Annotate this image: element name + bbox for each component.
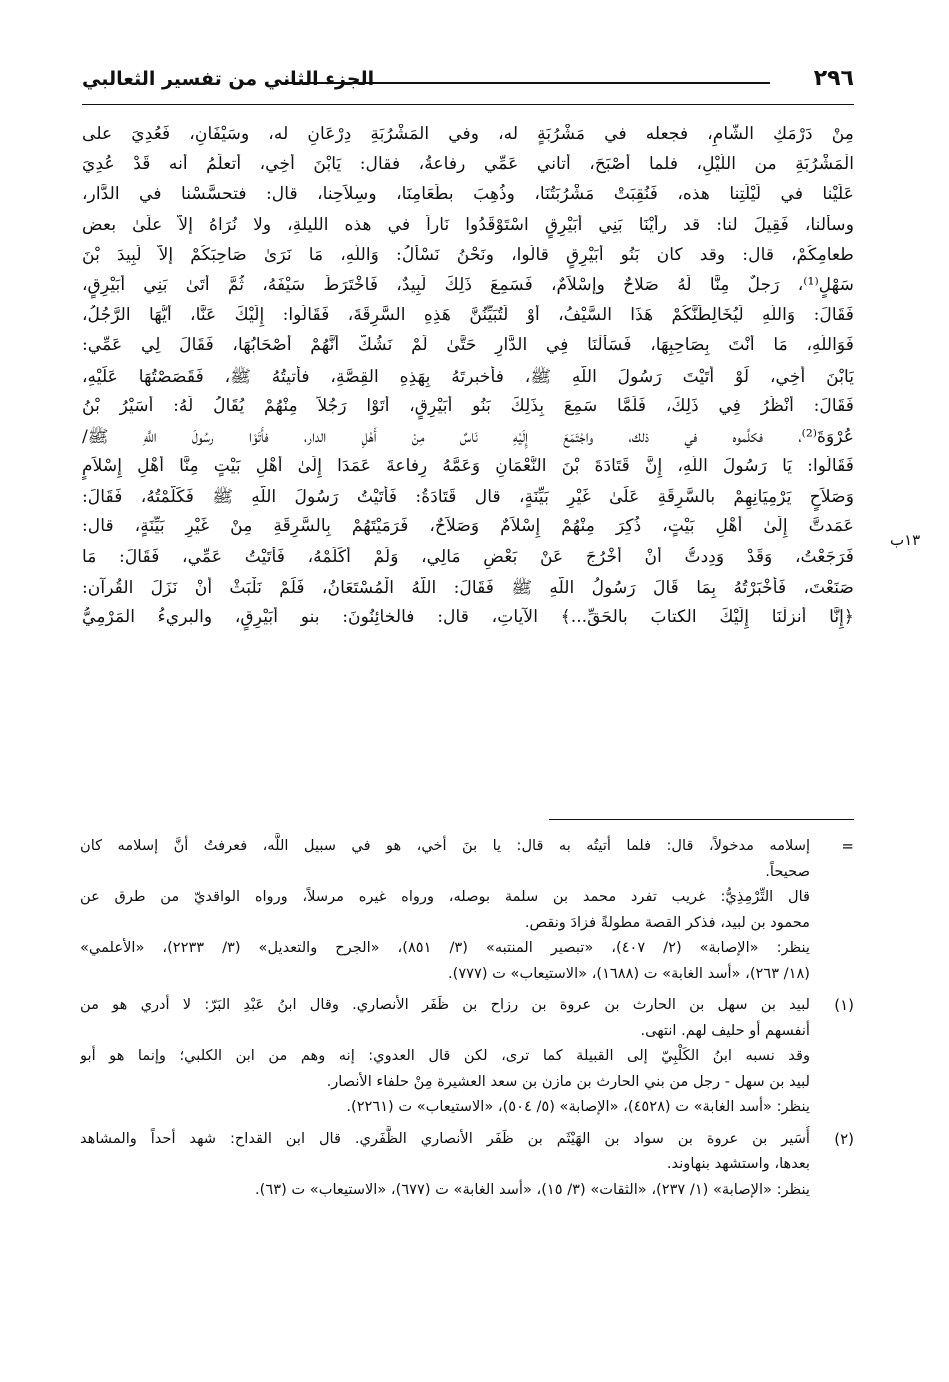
text-line: فَوَاللَّهِ، مَا أَنْتَ بِصَاحِبِهَا، فَسَأَلْنَا فِي الدَّارِ حَتَّىٰ لَمْ نَشُكَّ أَنَّهُمْ أَصْحَابُهَا، فَقَالَ لِي عَمِّي: xyxy=(82,335,854,356)
text-line: فَرَجَعْتُ، وَقَدْ وَدِدتُّ أَنْ أَخْرُجَ عَنْ بَعْضِ مَالِي، وَلَمْ أُكَلِّمْهُ، فَأَتَيْتُ عَمِّي، فَقَالَ: مَا xyxy=(82,546,854,567)
footnote-mark: (١) xyxy=(834,996,854,1014)
text-line: فَقَالُوا: يَا رَسُولَ اللَّهِ، إِنَّ قَتَادَةَ بْنَ النُّعْمَانِ وَعَمَّهُ رِفاعةَ عَمَدَا إِلَىٰ أَهْلِ بَيْتٍ مِنَّا أَهْلِ إِسْلاَمٍ xyxy=(82,456,854,477)
footnote-continued xyxy=(80,833,854,986)
text-line: فَقَالَ: أَنْظُرُ فِي ذَلِكَ، فَلَمَّا سَمِعَ بِذَلِكَ بَنُو أُبَيْرِقٍ، أَتَوْا رَجُلاً مِنْهُمْ يُقَالُ لَهُ: أَسَيْرُ بْنُ xyxy=(82,395,854,416)
running-header xyxy=(82,66,854,100)
text-line: عَلَيْنا في لَيْلَتِنا هذه، فَنُقِبَتْ مَشْرُبَتُنَا، وذُهِبَ بطَعَامِنَا، وسِلاَحِنا، قال: فتحسَّسْنا في الدَّار، xyxy=(82,184,854,205)
header-divider xyxy=(82,104,854,105)
footnote-line: أُسَير بن عروة بن سواد بن الهَيْثَم بن ظَفَر الأنصاري الظَّفَري. قال ابن القداح: شهد أحداً والمشاهد xyxy=(80,1129,810,1147)
footnote-line: ينظر: «أسد الغابة» ت (٤٥٢٨)، «الإصابة» (٥/ ٥٠٤)، «الاستيعاب» ت (٢٢٦١). xyxy=(346,1098,810,1115)
text-line: سَهْلٍ⁽¹⁾، رَجلٌ مِنَّا لَهُ صَلاحٌ وإسْلاَمٌ، فَسَمِعَ ذَلِكَ لَبِيدٌ، فَاخْتَرَطَ سَيْفَهُ، ثُمَّ أَتَىٰ بَنِي أُبَيْرِقٍ، xyxy=(82,274,854,295)
footnote-line: وقد نسبه ابنُ الكَلْبِيّ إلى القبيلة كما ترى، لكن قال العدوي: إنه وهم من ابن الكلبي؛ وإنما هو أبو xyxy=(80,1047,810,1064)
text-line: عُرْوَةَ⁽²⁾، فكلَّموه في ذلك، واجْتَمَعَ إِلَيْهِ نَاسٌ مِنْ أَهْلِ الدار، فأَتَوْا رسُولَ اللَّهِ ﷺ/ xyxy=(82,426,854,447)
manuscript-margin-note: ١٣ب xyxy=(890,531,921,549)
text-line: صَنَعْتَ، فَأَخْبَرْتُهُ بِمَا قَالَ رَسُولُ اللَّهِ ﷺ فَقَالَ: اللَّهُ الْمُسْتَعَانُ، فَلَمْ نَلْبَثْ أَنْ نَزَلَ القُرآن: xyxy=(82,577,854,598)
text-line: وسألنا، فَقِيلَ لنا: قد رأَيْنَا بَنِي أُبَيْرِقٍ اسْتَوْقَدُوا نَاراً في هذه الليلةِ، ولا نُرَاهُ إلاَّ علَىٰ بعض xyxy=(82,214,854,235)
footnote-1 xyxy=(80,992,854,1120)
footnote-separator xyxy=(549,819,854,820)
footnote-line: صحيحاً. xyxy=(765,862,810,880)
footnote-mark: (٢) xyxy=(834,1129,854,1148)
footnote-line: بعدها، واستشهد بنهاوند. xyxy=(666,1155,810,1172)
text-line: عَمَدتَّ إِلَىٰ أَهْلِ بَيْتٍ، ذُكِرَ مِنْهُمْ إِسْلاَمٌ وَصَلاَحٌ، فَرَمَيْتَهُمْ بِالسَّرِقَةِ مِنْ غَيْرِ بَيِّنَةٍ، قال: xyxy=(82,516,854,537)
running-title: الجزء الثاني من تفسير الثعالبي xyxy=(82,68,375,90)
footnote-2 xyxy=(80,1126,854,1203)
footnote-line: (١٨/ ٢٦٣)، «أسد الغابة» ت (١٦٨٨)، «الاستيعاب» ت (٧٧٧). xyxy=(447,964,810,982)
page-number: ٢٩٦ xyxy=(813,66,854,91)
footnote-line: ينظر: «الإصابة» (٢/ ٤٠٧)، «تبصير المنتبه» (٣/ ٨٥١)، «الجرح والتعديل» (٣/ ٢٢٣٣)، «الأعلمي» xyxy=(80,939,810,956)
footnotes xyxy=(80,833,854,1208)
text-line: يَابْنَ أَخِي، لَوْ أَتَيْتَ رَسُولَ اللَّهِ ﷺ، فأخبرتَهُ بِهَذِهِ القِصَّةِ، فأتيتُهُ ﷺ، فَقَصَصْتُهَا عَلَيْهِ، xyxy=(82,366,854,387)
footnote-mark: = xyxy=(841,837,854,855)
text-line: فَقَالَ: وَاللَّهِ لَيُخَالِطَنَّكُمْ هَذَا السَّيْفُ، أَوْ لَتُبَيِّنُنَّ هَذِهِ السَّرِقَةَ، فَقَالُوا: إِلَيْكَ عَنَّا، أَيُّهَا الرَّجُلُ، xyxy=(82,305,854,326)
text-line: الْمَشْرُبَةِ من اللَّيْلِ، فلما أَصْبَحَ، أتاني عَمِّي رفاعةُ، فقال: يَابْنَ أَخِي، أتعلَمُ أنه قَدْ عُدِيَ xyxy=(82,154,854,175)
footnote-line: أنفسهم أو حليف لهم. انتهى. xyxy=(640,1021,810,1039)
footnote-line: محمود بن لبيد، فذكر القصة مطولةً فزادَ ونقص. xyxy=(524,913,810,931)
text-line: طعامِكُمْ، قال: وقد كان بَنُو أُبَيْرِقٍ قالُوا، ونَحْنُ نَسْأَلُ: وَاللَّهِ، مَا نَرَىٰ صَاحِبَكُمْ إلاَّ لَبِيدَ بْنَ xyxy=(82,244,854,265)
text-line: ﴿إِنَّا أَنزلْنَا إِلَيْكَ الكتابَ بالحَقِّ...﴾ الآياتِ، قال: فالخائِنُونَ: بنو أُبَيْرِقٍ، والبريءُ المَرْمِيُّ xyxy=(82,607,854,627)
main-text xyxy=(82,124,854,637)
text-line: مِنْ دَرْمَكِ الشَّامِ، فجعله في مَشْرُبَةٍ له، وفي المَشْرُبَةِ دِرْعَانِ له، وسَيْفَانِ، فَعُدِيَ على xyxy=(82,124,854,144)
footnote-line: ينظر: «الإصابة» (١/ ٢٣٧)، «الثقات» (٣/ ١٥)، «أسد الغابة» ت (٦٧٧)، «الاستيعاب» ت (٦٣). xyxy=(255,1180,810,1198)
footnote-line: إسلامه مدخولاً، قال: فلما أتيتُه به قال: يا بنَ أخي، هو في سبيل اللَّه، فعرفتُ أنَّ إسلامه كان xyxy=(80,837,810,854)
footnote-line: قال التِّرْمِذِيُّ: غريب تفرد محمد بن سلمة بوصله، ورواه غيره مرسلاً، ورواه الواقديّ من طرق عن xyxy=(80,888,810,905)
footnote-line: لبيد بن سهل - رجل من بني الحارث بن مازن بن سعد العشيرة مِنْ حلفاء الأنصار. xyxy=(326,1072,810,1090)
text-line: وَصَلاَحٍ يَرْمِيَانِهِمْ بالسَّرِقَةِ عَلَىٰ غَيْرِ بَيِّنَةٍ، قال قَتَادَةُ: فَأَتَيْتُ رَسُولَ اللَّهِ ﷺ فَكَلَّمْتُهُ، فَقَالَ: xyxy=(82,487,854,508)
footnote-line: لبيد بن سهل بن الحارث بن عروة بن رزاح بن ظَفَر الأنصاري. وقال ابنُ عَبْدِ البَرّ: لا أدري هو من xyxy=(80,996,810,1013)
